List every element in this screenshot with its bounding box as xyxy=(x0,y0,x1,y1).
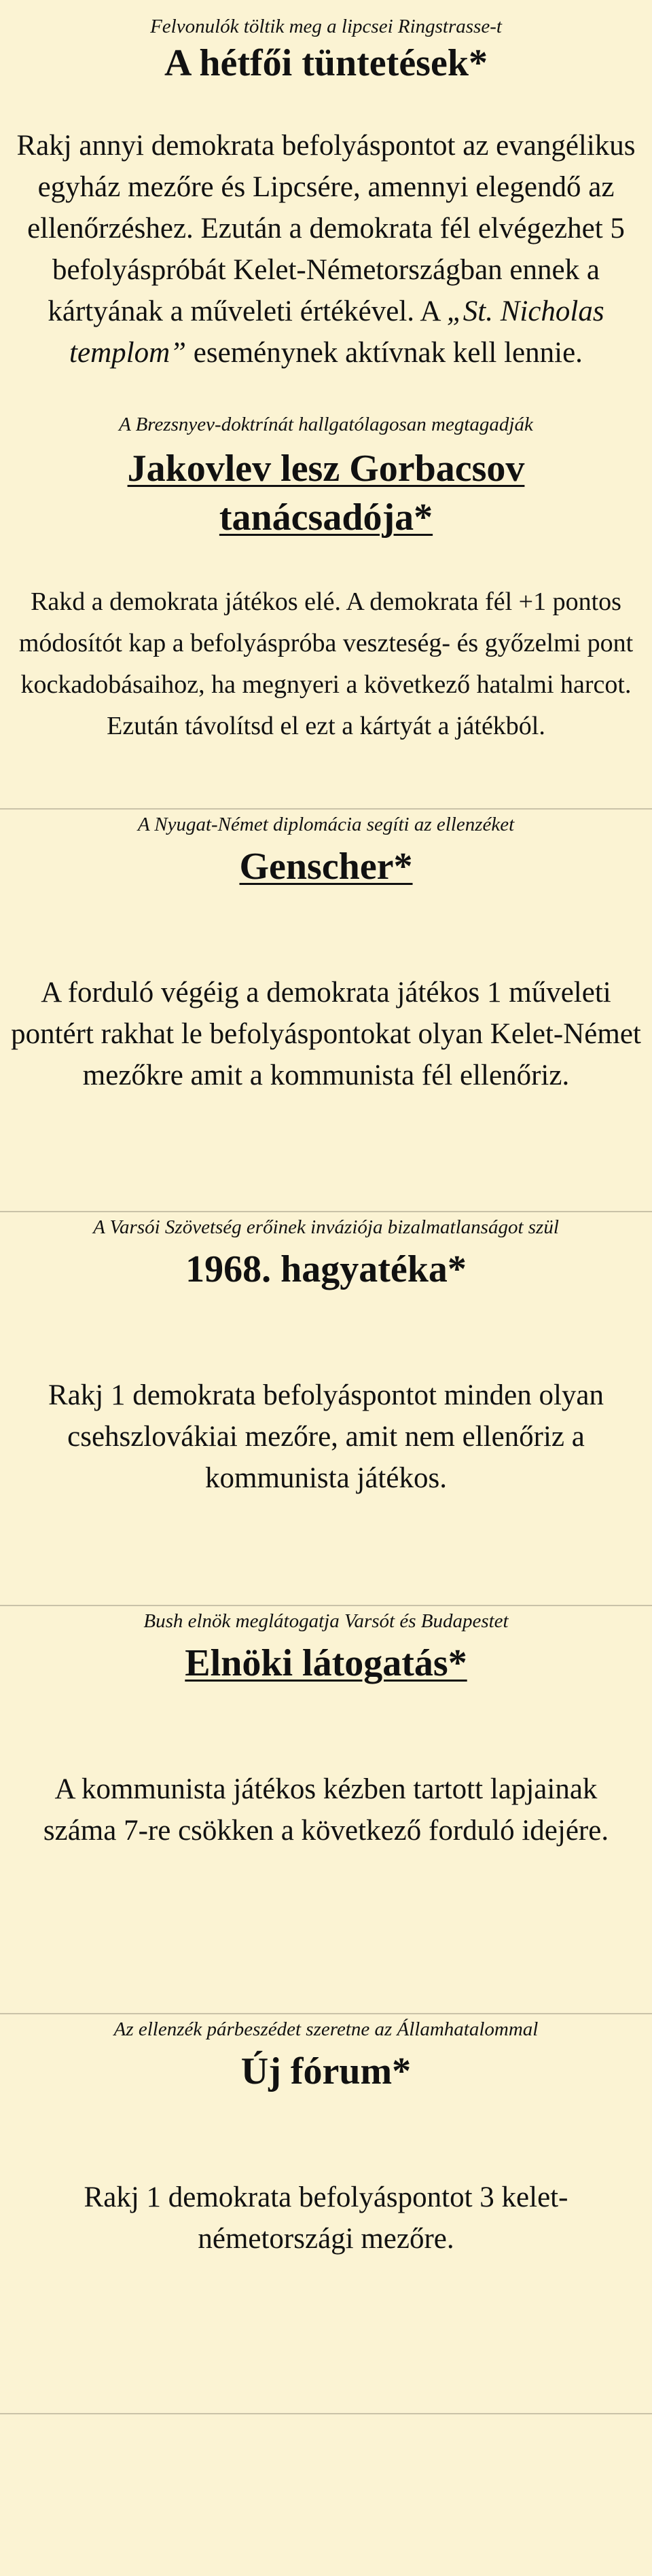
card-title xyxy=(0,844,652,889)
card-flavor-text: A Varsói Szövetség erőinek inváziója bizalmatlanságot szül xyxy=(93,1216,559,1238)
card-title-line-2: tanácsadója* xyxy=(219,496,433,539)
card-title-text: Genscher* xyxy=(239,846,413,888)
card-title-text: Elnöki látogatás* xyxy=(185,1642,467,1684)
card-flavor-text: Az ellenzék párbeszédet szeretne az Államhatalommal xyxy=(113,2018,539,2040)
card-hetfoi-tuntetesek xyxy=(0,15,652,374)
card-jakovlev xyxy=(0,413,652,747)
card-body: Rakj 1 demokrata befolyáspontot 3 kelet-németországi mezőre. xyxy=(84,2181,568,2255)
card-body-event-name: „St. Nicholas templom” xyxy=(69,295,604,369)
card-body-text-end: eseménynek aktívnak kell lennie. xyxy=(186,337,583,369)
card-1968-hagyateka xyxy=(0,1216,652,1499)
card-body: A kommunista játékos kézben tartott lapjainak száma 7-re csökken a következő forduló idejére. xyxy=(43,1773,609,1847)
card-elnoki-latogatas xyxy=(0,1610,652,1851)
card-divider xyxy=(0,2013,652,2014)
card-title xyxy=(0,1641,652,1686)
card-flavor-text: A Nyugat-Német diplomácia segíti az ellenzéket xyxy=(137,814,515,835)
card-title: Új fórum* xyxy=(240,2050,412,2092)
card-body xyxy=(0,125,652,374)
card-body: A forduló végéig a demokrata játékos 1 műveleti pontért rakhat le befolyáspontokat olyan Kelet-Német mezőkre amit a kommunista fél ellenőriz. xyxy=(11,977,641,1091)
card-title: 1968. hagyatéka* xyxy=(185,1248,467,1290)
card-body-text: Rakj annyi demokrata befolyáspontot az evangélikus egyház mezőre és Lipcsére, amennyi elegendő az ellenőrzéshez. Ezután a demokrata fél elvégezhet 5 befolyáspróbát Kelet-Németországban ennek a kártyának a műveleti értékével. A xyxy=(16,130,636,327)
card-divider xyxy=(0,1605,652,1606)
card-divider xyxy=(0,1211,652,1212)
card-title: A hétfői tüntetések* xyxy=(164,42,488,84)
card-flavor-text: A Brezsnyev-doktrínát hallgatólagosan megtagadják xyxy=(119,414,533,435)
card-flavor-text: Felvonulók töltik meg a lipcsei Ringstrasse-t xyxy=(150,16,502,37)
card-genscher xyxy=(0,813,652,1096)
card-uj-forum xyxy=(0,2018,652,2260)
card-divider xyxy=(0,2413,652,2414)
card-body: Rakd a demokrata játékos elé. A demokrata fél +1 pontos módosítót kap a befolyáspróba veszteség- és győzelmi pont kockadobásaihoz, ha megnyeri a következő hatalmi harcot. Ezután távolítsd el ezt a kártyát a játékból. xyxy=(18,587,634,740)
card-title xyxy=(0,444,652,542)
card-body: Rakj 1 demokrata befolyáspontot minden olyan csehszlovákiai mezőre, amit nem ellenőriz a kommunista játékos. xyxy=(48,1379,604,1494)
card-divider xyxy=(0,808,652,810)
card-title-line-1: Jakovlev lesz Gorbacsov xyxy=(127,448,525,490)
card-flavor-text: Bush elnök meglátogatja Varsót és Budapestet xyxy=(143,1610,509,1632)
